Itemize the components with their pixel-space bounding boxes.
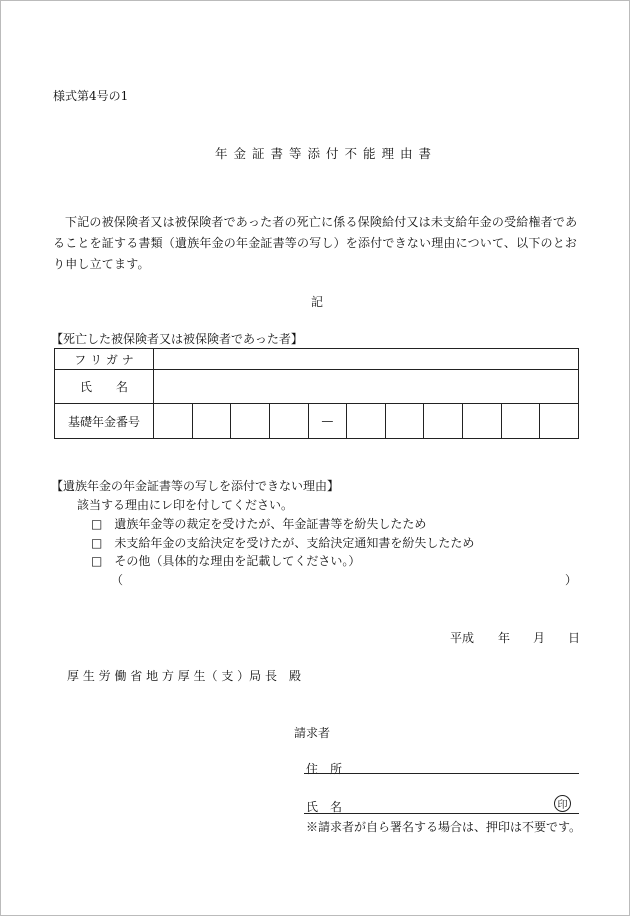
digit-cell[interactable] [192,404,231,438]
seal-mark: 印 [554,795,571,812]
digit-cell[interactable] [501,404,540,438]
date-year: 年 [498,631,511,645]
date-day: 日 [568,631,581,645]
pension-number-input[interactable] [154,404,579,439]
checkbox[interactable]: □ [91,536,103,550]
addressee: 厚 生 労 働 省 地 方 厚 生（ 支 ）局 長 殿 [67,669,301,683]
date-month: 月 [533,631,546,645]
claimant-label: 請求者 [294,726,331,740]
name-input[interactable] [154,370,579,404]
digit-cell[interactable] [539,404,578,438]
pension-number-label: 基礎年金番号 [55,404,154,439]
reason-heading: 【遺族年金の年金証書等の写しを添付できない理由】 [51,479,340,493]
deceased-heading: 【死亡した被保険者又は被保険者であった者】 [51,332,303,346]
checkbox[interactable]: □ [91,517,103,531]
reason-option-3[interactable] [91,552,360,569]
digit-cell[interactable] [154,404,192,438]
ki-label: 記 [311,295,324,309]
deceased-table [54,348,579,439]
claimant-name-input[interactable] [304,813,579,814]
furigana-label: フ リ ガ ナ [55,349,154,370]
digit-cell[interactable] [269,404,308,438]
other-reason-open-paren: （ [111,573,124,587]
form-title: 年金証書等添付不能理由書 [215,146,438,161]
digit-cell[interactable] [385,404,424,438]
digit-cell[interactable] [423,404,462,438]
other-reason-close-paren: ） [565,573,578,587]
reason-option-2[interactable] [91,534,474,551]
digit-cell[interactable] [346,404,385,438]
digit-cell[interactable] [462,404,501,438]
other-reason-input[interactable] [131,569,561,587]
seal-note: ※請求者が自ら署名する場合は、押印は不要です。 [306,820,582,834]
option-label: その他（具体的な理由を記載してください。） [114,554,361,568]
address-label: 住 所 [306,762,343,776]
name-label: 氏 名 [55,370,154,404]
form-number: 様式第4号の1 [53,89,129,103]
address-input[interactable] [304,773,579,774]
reason-option-1[interactable] [91,515,426,532]
option-label: 遺族年金等の裁定を受けたが、年金証書等を紛失したため [114,517,427,531]
intro-paragraph: 下記の被保険者又は被保険者であった者の死亡に係る保険給付又は未支給年金の受給権者であることを証する書類（遺族年金の年金証書等の写し）を添付できない理由について、以下のとおり申し立てます。 [53,215,578,271]
date-era: 平成 [450,631,475,645]
checkbox[interactable]: □ [91,554,103,568]
claimant-name-label: 氏 名 [306,800,343,814]
furigana-input[interactable] [154,349,579,370]
separator-cell: — [308,404,347,438]
digit-cell[interactable] [230,404,269,438]
option-label: 未支給年金の支給決定を受けたが、支給決定通知書を紛失したため [114,536,475,550]
reason-instruction: 該当する理由にレ印を付してください。 [77,498,294,512]
